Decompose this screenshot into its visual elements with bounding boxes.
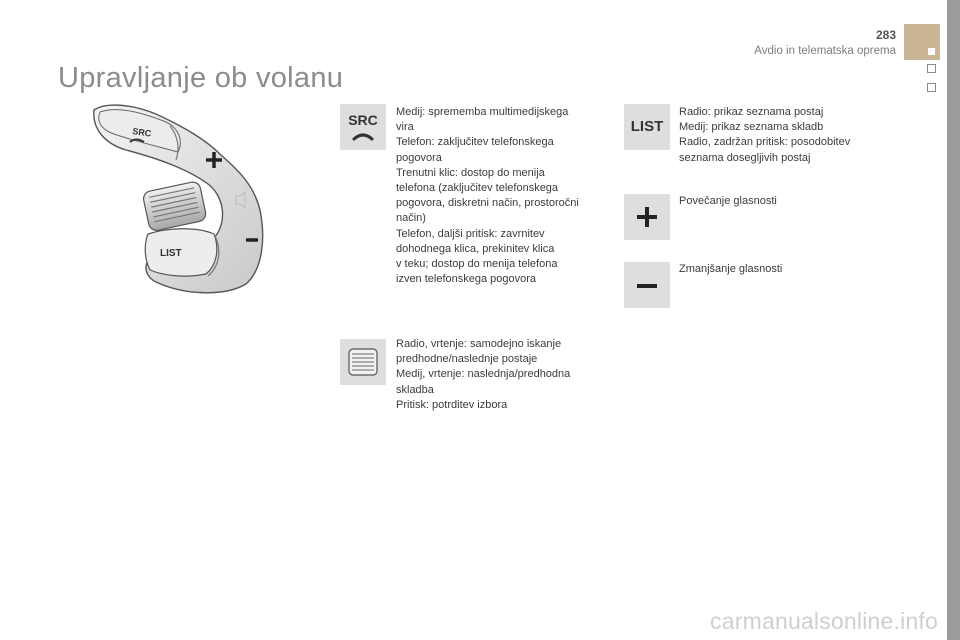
chapter-tab-box (927, 83, 936, 92)
watermark: carmanualsonline.info (710, 608, 938, 634)
src-phone-icon: SRC (340, 104, 386, 150)
list-icon: LIST (624, 104, 670, 150)
list-description: Radio: prikaz seznama postaj Medij: prikaz seznama skladb Radio, zadržan pritisk: posodobitev seznama dosegljivih postaj (679, 106, 851, 164)
scroll-wheel-icon (340, 339, 386, 385)
page-title: Upravljanje ob volanu (58, 62, 344, 94)
volume-up-description: Povečanje glasnosti (679, 195, 777, 207)
section-title: Avdio in telematska oprema (754, 45, 896, 57)
scroll-wheel-description: Radio, vrtenje: samodejno iskanje predhodne/naslednje postaje Medij, vrtenje: naslednja/predhodna skladba Pritisk: potrditev izbora (396, 338, 571, 411)
volume-down-description: Zmanjšanje glasnosti (679, 263, 783, 275)
chapter-tab-box (927, 64, 936, 73)
illustration-src-label: SRC (131, 126, 152, 139)
src-description: Medij: sprememba multimedijskega vira Telefon: zaključitev telefonskega pogovora Trenutni klic: dostop do menija telefona (zaključitev telefonskega pogovora, diskretni način, prostoročni način) Telefon, daljši pritisk: zavrnitev dohodnega klica, prekinitev klica v teku; dostop do menija telefona izven telefonskega pogovora (396, 106, 579, 286)
page-edge-bar (947, 0, 960, 640)
illustration-list-label: LIST (160, 248, 182, 259)
page-number: 283 (875, 28, 896, 42)
minus-icon (624, 262, 670, 308)
plus-icon (624, 194, 670, 240)
steering-controls-illustration (86, 100, 286, 300)
chapter-tab-marker (928, 48, 935, 55)
